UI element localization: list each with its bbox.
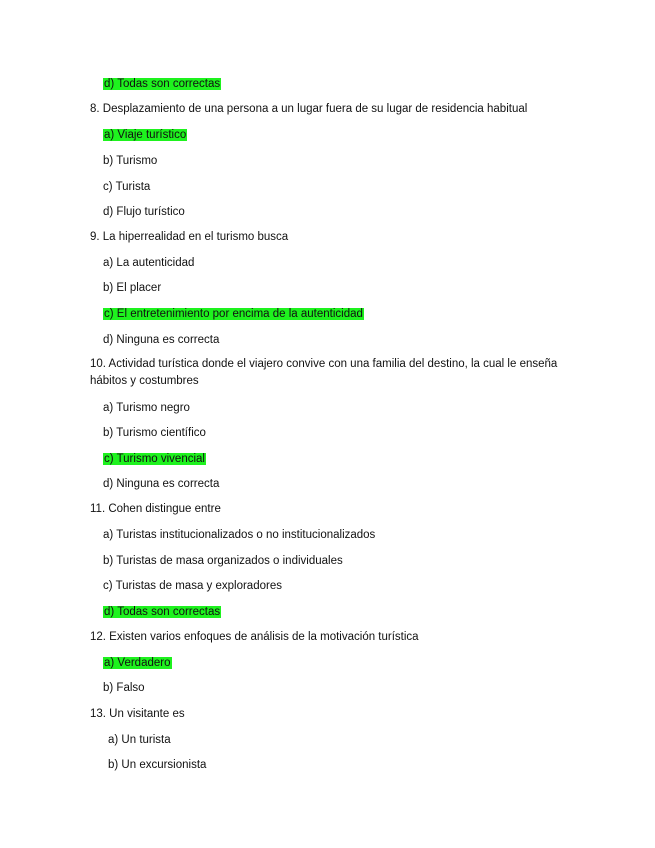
- question-13: 13. Un visitante es: [90, 708, 185, 720]
- question-9: 9. La hiperrealidad en el turismo busca: [90, 231, 289, 243]
- answer-option: d) Ninguna es correcta: [103, 334, 220, 346]
- answer-option: c) Turistas de masa y exploradores: [103, 580, 282, 592]
- answer-option: b) Falso: [103, 682, 145, 694]
- correct-answer-highlight: c) Turismo vivencial: [104, 453, 205, 465]
- correct-answer-highlight: d) Todas son correctas: [104, 606, 221, 618]
- answer-option: b) Turismo: [103, 155, 158, 167]
- answer-option: [103, 452, 206, 466]
- question-8: 8. Desplazamiento de una persona a un lugar fuera de su lugar de residencia habitual: [90, 103, 528, 115]
- answer-option: a) Turismo negro: [103, 402, 190, 414]
- question-10: 10. Actividad turística donde el viajero convive con una familia del destino, la cual le enseña hábitos y costumbres: [90, 358, 558, 387]
- question-12: 12. Existen varios enfoques de análisis de la motivación turística: [90, 631, 419, 643]
- answer-option: b) Un excursionista: [108, 759, 207, 771]
- correct-answer-highlight: c) El entretenimiento por encima de la autenticidad: [104, 308, 363, 320]
- correct-answer-highlight: d) Todas son correctas: [104, 78, 221, 90]
- answer-option: b) Turismo científico: [103, 427, 206, 439]
- answer-option: [103, 656, 172, 670]
- correct-answer-highlight: a) Verdadero: [104, 657, 171, 669]
- answer-option: c) Turista: [103, 181, 151, 193]
- answer-option: a) La autenticidad: [103, 257, 195, 269]
- answer-option: b) El placer: [103, 282, 162, 294]
- correct-answer-highlight: a) Viaje turístico: [104, 129, 187, 141]
- answer-option: b) Turistas de masa organizados o individuales: [103, 555, 343, 567]
- answer-option: [103, 605, 221, 619]
- answer-option: a) Turistas institucionalizados o no institucionalizados: [103, 529, 376, 541]
- answer-option: [103, 77, 221, 91]
- answer-option: d) Flujo turístico: [103, 206, 185, 218]
- question-11: 11. Cohen distingue entre: [90, 503, 221, 515]
- answer-option: [103, 128, 187, 142]
- answer-option: a) Un turista: [108, 734, 171, 746]
- answer-option: [103, 307, 364, 321]
- answer-option: d) Ninguna es correcta: [103, 478, 220, 490]
